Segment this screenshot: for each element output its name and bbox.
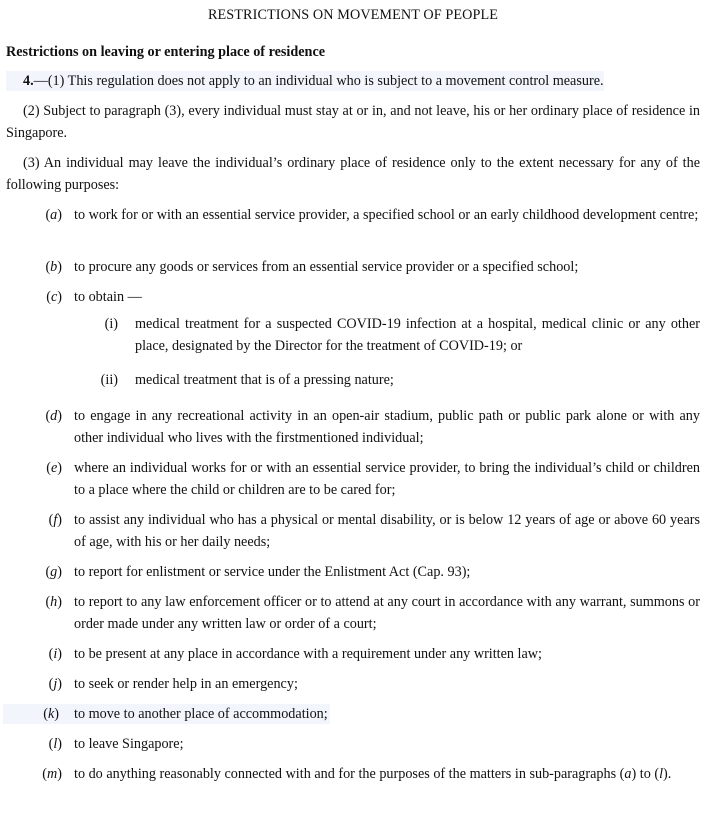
item-text: to report for enlistment or service under the Enlistment Act (Cap. 93); — [74, 564, 471, 580]
paragraph-1-text: This regulation does not apply to an individual who is subject to a movement control measure. — [67, 73, 604, 89]
item-text: to move to another place of accommodation; — [62, 703, 688, 725]
item-label: (l) — [48, 736, 62, 752]
item-label: (i) — [48, 646, 62, 662]
item-text: to work for or with an essential service provider, a specified school or an early childhood development centre; — [74, 207, 699, 223]
item-text: to procure any goods or services from an essential service provider or a specified school; — [74, 259, 579, 275]
paragraph-1-label: (1) — [47, 73, 65, 89]
item-text: where an individual works for or with an essential service provider, to bring the individual’s child or children to a place where the child or children are to be cared for; — [74, 460, 700, 498]
part-title: RESTRICTIONS ON MOVEMENT OF PEOPLE — [207, 7, 499, 23]
item-label: (b) — [45, 259, 62, 275]
item-label: (c) — [46, 289, 62, 305]
sub-item-label: (ii) — [100, 372, 118, 388]
regulation-4-paragraph-2: (2) Subject to paragraph (3), every individual must stay at or in, and not leave, his or her ordinary place of residence in Singapore. — [6, 103, 700, 141]
item-label: (j) — [48, 676, 62, 692]
cross-reference-a: a — [624, 766, 632, 782]
sub-item-text: medical treatment for a suspected COVID-19 infection at a hospital, medical clinic or any other place, designated by the Director for the treatment of COVID-19; or — [135, 316, 700, 354]
item-label: (m) — [42, 766, 62, 782]
highlight-span-1 — [6, 71, 604, 91]
section-heading: Restrictions on leaving or entering place of residence — [6, 44, 326, 60]
item-label: (d) — [45, 408, 62, 424]
regulation-4-paragraph-3: (3) An individual may leave the individual’s ordinary place of residence only to the extent necessary for any of the following purposes: — [6, 155, 700, 193]
regulation-number: 4. — [23, 73, 34, 89]
item-text: to report to any law enforcement officer or to attend at any court in accordance with any warrant, summons or order made under any written law or order of a court; — [74, 594, 700, 632]
item-label: (e) — [46, 460, 62, 476]
item-label: (h) — [45, 594, 62, 610]
item-text: to engage in any recreational activity in an open-air stadium, public path or public park alone or with any other individual who lives with the firstmentioned individual; — [74, 408, 700, 446]
sub-item-text: medical treatment that is of a pressing nature; — [135, 372, 394, 388]
item-text: to seek or render help in an emergency; — [74, 676, 298, 692]
sub-item-label: (i) — [104, 316, 118, 332]
item-text: to leave Singapore; — [74, 736, 184, 752]
item-label: (a) — [45, 207, 62, 223]
regulation-dash: — — [33, 73, 48, 89]
item-text: to assist any individual who has a physical or mental disability, or is below 12 years of age or above 60 years of age, with his or her daily needs; — [74, 512, 700, 550]
item-text: to do anything reasonably connected with and for the purposes of the matters in sub-paragraphs (a) to (l). — [74, 766, 672, 782]
item-label: (k) — [0, 703, 62, 725]
item-text: to be present at any place in accordance with a requirement under any written law; — [74, 646, 542, 662]
item-label: (g) — [45, 564, 62, 580]
regulation-4-paragraph-1 — [6, 70, 700, 92]
item-text: to obtain — — [74, 289, 142, 305]
item-label: (f) — [48, 512, 62, 528]
cross-reference-l: l — [659, 766, 664, 782]
